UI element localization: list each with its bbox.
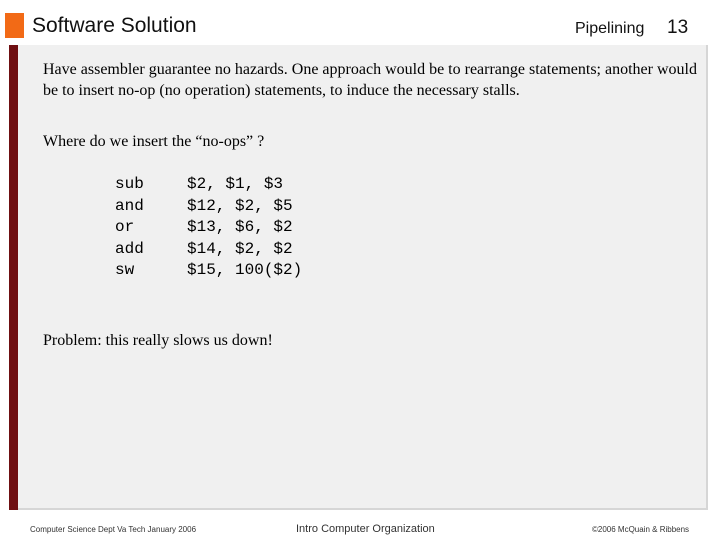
code-line xyxy=(115,239,302,261)
footer-course: Intro Computer Organization xyxy=(296,523,435,535)
section-label: Pipelining xyxy=(575,20,645,37)
code-block xyxy=(115,174,302,282)
code-line xyxy=(115,174,302,196)
code-line xyxy=(115,196,302,218)
slide-title: Software Solution xyxy=(32,14,197,37)
code-operands: $14, $2, $2 xyxy=(187,239,293,258)
footer-copyright: ©2006 McQuain & Ribbens xyxy=(592,525,690,534)
question-paragraph: Where do we insert the “no-ops” ? xyxy=(43,133,265,150)
code-line xyxy=(115,217,302,239)
code-opcode: sw xyxy=(115,261,135,279)
code-opcode: or xyxy=(115,218,135,236)
code-operands: $15, 100($2) xyxy=(187,261,303,279)
code-opcode: and xyxy=(115,196,144,215)
code-line xyxy=(115,260,302,282)
footer-department: Computer Science Dept Va Tech January 2006 xyxy=(30,525,197,534)
left-accent-bar xyxy=(9,45,18,510)
code-operands: $2, $1, $3 xyxy=(187,175,284,193)
page-number: 13 xyxy=(667,17,689,38)
code-operands: $12, $2, $5 xyxy=(187,196,293,215)
code-opcode: add xyxy=(115,239,144,258)
title-accent-square xyxy=(5,13,24,38)
code-opcode: sub xyxy=(115,175,144,193)
problem-paragraph: Problem: this really slows us down! xyxy=(43,332,273,349)
intro-paragraph: Have assembler guarantee no hazards. One approach would be to rearrange statements; another would be to insert no-op (no operation) statements, to induce the necessary stalls. xyxy=(43,61,697,99)
code-operands: $13, $6, $2 xyxy=(187,218,293,236)
